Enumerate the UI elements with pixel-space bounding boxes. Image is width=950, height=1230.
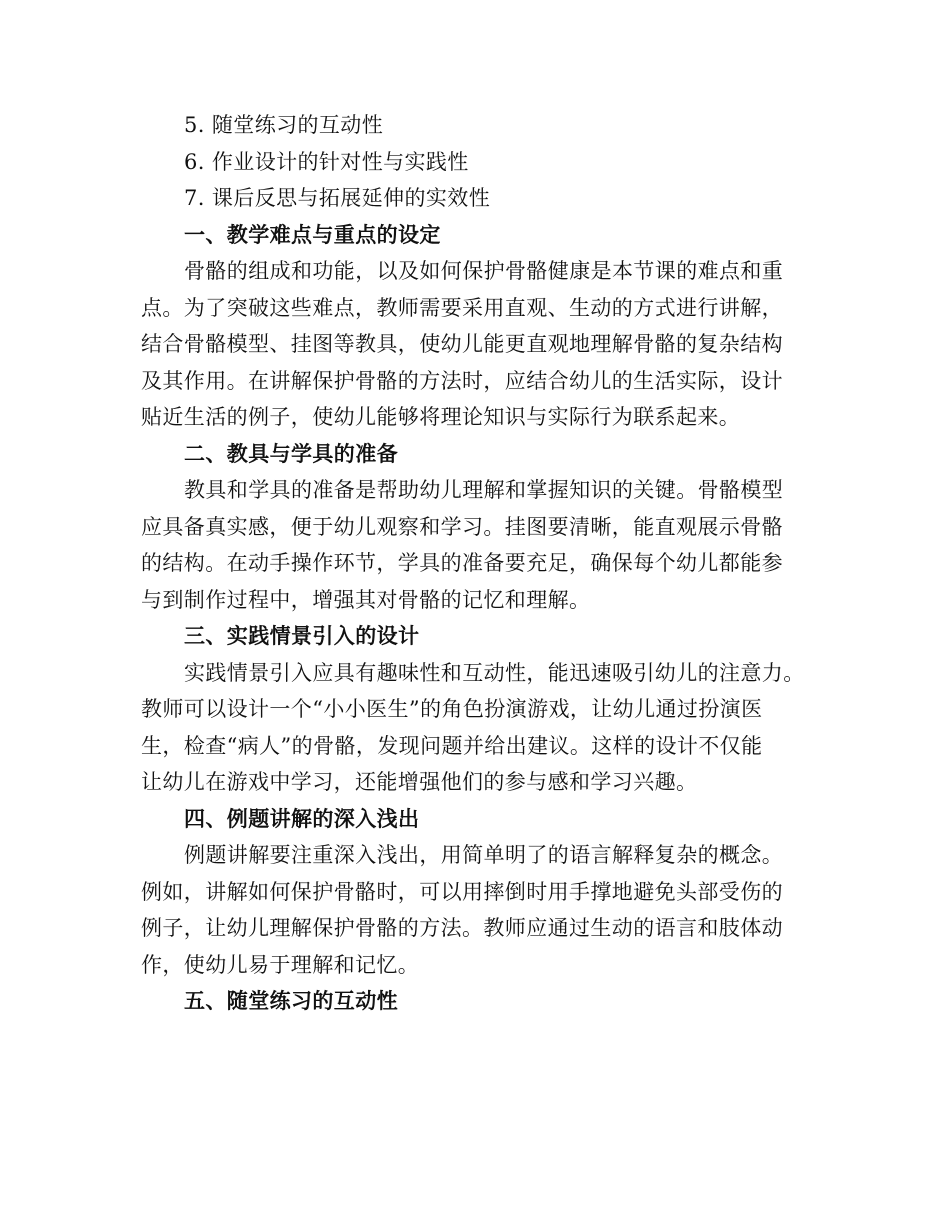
paragraph-line: 及其作用。在讲解保护骨骼的方法时，应结合幼儿的生活实际，设计 <box>141 368 783 393</box>
paragraph-line: 教具和学具的准备是帮助幼儿理解和掌握知识的关键。骨骼模型 <box>184 478 784 502</box>
list-item: 5. 随堂练习的互动性 <box>184 113 384 137</box>
section-heading: 三、实践情景引入的设计 <box>184 624 420 648</box>
section-heading: 二、教具与学具的准备 <box>184 441 398 466</box>
section-heading: 五、随堂练习的互动性 <box>184 989 398 1013</box>
paragraph-line: 的结构。在动手操作环节，学具的准备要充足，确保每个幼儿都能参 <box>141 551 783 575</box>
paragraph-line: 骨骼的组成和功能，以及如何保护骨骼健康是本节课的难点和重 <box>184 259 784 283</box>
paragraph-line: 结合骨骼模型、挂图等教具，使幼儿能更直观地理解骨骼的复杂结构 <box>141 332 783 356</box>
section-heading: 一、教学难点与重点的设定 <box>184 222 441 247</box>
paragraph-line: 例如，讲解如何保护骨骼时，可以用摔倒时用手撑地避免头部受伤的 <box>141 879 783 904</box>
paragraph-line: 教师可以设计一个“小小医生”的角色扮演游戏，让幼儿通过扮演医 <box>141 697 763 721</box>
paragraph-line: 例子，让幼儿理解保护骨骼的方法。教师应通过生动的语言和肢体动 <box>141 916 783 940</box>
list-item: 7. 课后反思与拓展延伸的实效性 <box>184 186 491 210</box>
section-heading: 四、例题讲解的深入浅出 <box>184 806 420 831</box>
paragraph <box>141 837 811 983</box>
paragraph-line: 贴近生活的例子，使幼儿能够将理论知识与实际行为联系起来。 <box>141 405 741 429</box>
paragraph-line: 实践情景引入应具有趣味性和互动性，能迅速吸引幼儿的注意力。 <box>184 660 805 685</box>
paragraph-line: 让幼儿在游戏中学习，还能增强他们的参与感和学习兴趣。 <box>141 770 698 794</box>
paragraph-line: 与到制作过程中，增强其对骨骼的记忆和理解。 <box>141 587 591 612</box>
paragraph <box>141 472 811 618</box>
paragraph-line: 生，检查“病人”的骨骼，发现问题并给出建议。这样的设计不仅能 <box>141 733 763 758</box>
paragraph-line: 作，使幼儿易于理解和记忆。 <box>141 952 420 977</box>
paragraph <box>141 253 811 436</box>
paragraph <box>141 655 811 801</box>
document-body <box>141 107 811 1020</box>
paragraph-line: 例题讲解要注重深入浅出，用简单明了的语言解释复杂的概念。 <box>184 843 784 867</box>
paragraph-line: 应具备真实感，便于幼儿观察和学习。挂图要清晰，能直观展示骨骼 <box>141 514 783 539</box>
paragraph-line: 点。为了突破这些难点，教师需要采用直观、生动的方式进行讲解， <box>141 295 783 320</box>
list-item: 6. 作业设计的针对性与实践性 <box>184 149 469 174</box>
